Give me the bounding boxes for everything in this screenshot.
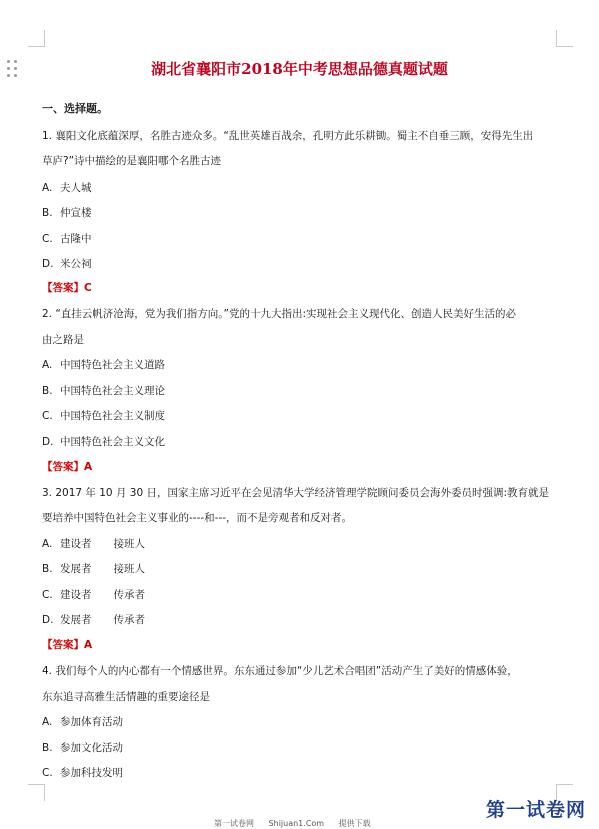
- option-text: 中国特色社会主义制度: [60, 410, 165, 422]
- footer-url[interactable]: Shijuan1.Com: [268, 819, 325, 828]
- option-text: 古隆中: [60, 233, 92, 245]
- option-letter: B.: [42, 742, 53, 754]
- option-text: 中国特色社会主义文化: [60, 436, 165, 448]
- option-letter: B.: [42, 563, 53, 575]
- question-3-option-b: [42, 561, 145, 576]
- option-letter: A.: [42, 716, 53, 728]
- option-text: 建设者: [60, 589, 92, 601]
- option-text: 参加体育活动: [60, 716, 123, 728]
- option-text: 发展者: [60, 614, 92, 626]
- question-1-option-b: [42, 205, 92, 220]
- question-4-text: 东东追寻高雅生活情趣的重要途径是: [42, 691, 210, 703]
- option-text: 中国特色社会主义道路: [60, 359, 165, 371]
- option-text: 参加科技发明: [60, 767, 123, 779]
- option-text: 夫人城: [60, 182, 92, 194]
- option-text: 传承者: [113, 614, 145, 626]
- option-text: 米公祠: [60, 258, 92, 270]
- question-3-answer: 【答案】A: [42, 639, 93, 651]
- page-corner-mark: [28, 30, 45, 47]
- question-1-option-c: [42, 231, 92, 246]
- option-text: 中国特色社会主义理论: [60, 385, 165, 397]
- section-heading: 一、选择题。: [42, 102, 108, 115]
- question-1-option-d: [42, 256, 92, 271]
- question-1-text: 草庐?”诗中描绘的是襄阳哪个名胜古迹: [42, 155, 222, 167]
- question-1-option-a: [42, 180, 92, 195]
- question-2-option-b: [42, 383, 165, 398]
- brand-logo: 第一试卷网: [486, 799, 587, 821]
- option-letter: D.: [42, 614, 54, 626]
- option-letter: A.: [42, 538, 53, 550]
- option-letter: D.: [42, 436, 54, 448]
- document-title: 湖北省襄阳市2018年中考思想品德真题试题: [151, 60, 448, 78]
- option-text: 传承者: [113, 589, 145, 601]
- page-corner-mark: [556, 30, 573, 47]
- option-text: 接班人: [113, 563, 145, 575]
- option-letter: A.: [42, 359, 53, 371]
- question-4-text: 4. 我们每个人的内心都有一个情感世界。东东通过参加“少儿艺术合唱团”活动产生了美好的情感体验，: [42, 665, 518, 677]
- option-text: 参加文化活动: [60, 742, 123, 754]
- question-3-option-a: [42, 536, 145, 551]
- question-2-option-a: [42, 357, 165, 372]
- question-2-option-c: [42, 408, 165, 423]
- question-2-text: 由之路是: [42, 334, 84, 346]
- option-letter: A.: [42, 182, 53, 194]
- question-1-answer: 【答案】C: [42, 282, 92, 294]
- question-3-text: 要培养中国特色社会主义事业的----和---，而不是旁观者和反对者。: [42, 512, 353, 524]
- question-2-text: 2. “直挂云帆济沧海，党为我们指方向。”党的十九大指出:实现社会主义现代化、创造人民美好生活的必: [42, 308, 517, 320]
- footer-site: 第一试卷网: [214, 819, 254, 828]
- question-4-option-c: [42, 765, 123, 780]
- page-corner-mark: [28, 784, 45, 801]
- page-footer: [214, 818, 383, 829]
- option-letter: C.: [42, 233, 53, 245]
- option-letter: C.: [42, 589, 53, 601]
- option-text: 建设者: [60, 538, 92, 550]
- option-letter: B.: [42, 207, 53, 219]
- footer-tagline: 提供下载: [338, 819, 371, 828]
- question-3-option-c: [42, 587, 145, 602]
- option-text: 接班人: [113, 538, 145, 550]
- question-3-text: 3. 2017 年 10 月 30 日，国家主席习近平在会见清华大学经济管理学院顾问委员会海外委员时强调:教育就是: [42, 487, 550, 499]
- option-letter: C.: [42, 410, 53, 422]
- option-letter: C.: [42, 767, 53, 779]
- question-2-option-d: [42, 434, 165, 449]
- question-4-option-a: [42, 714, 123, 729]
- option-letter: B.: [42, 385, 53, 397]
- option-text: 发展者: [60, 563, 92, 575]
- question-3-option-d: [42, 612, 145, 627]
- option-letter: D.: [42, 258, 54, 270]
- question-1-text: 1. 襄阳文化底蕴深厚，名胜古迹众多。“乱世英雄百战余，孔明方此乐耕锄。蜀主不自垂三顾，安得先生出: [42, 130, 534, 142]
- question-2-answer: 【答案】A: [42, 461, 93, 473]
- question-4-option-b: [42, 740, 123, 755]
- option-text: 仲宣楼: [60, 207, 92, 219]
